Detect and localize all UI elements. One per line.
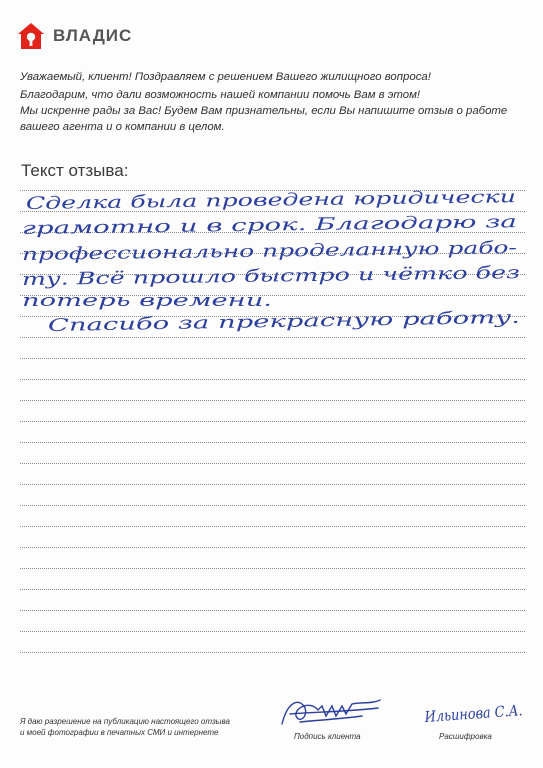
writing-line <box>20 505 525 506</box>
review-heading: Текст отзыва: <box>21 161 129 180</box>
consent-line: Я даю разрешение на публикацию настоящего отзыва <box>20 717 230 726</box>
thanks-line: Мы искренне рады за Вас! Будем Вам признательны, если Вы напишите отзыв о работе <box>20 105 508 117</box>
writing-line <box>20 652 525 653</box>
writing-lines <box>20 0 540 768</box>
writing-line <box>20 211 525 212</box>
writing-line <box>20 316 525 317</box>
writing-line <box>20 400 525 401</box>
writing-line <box>20 631 525 632</box>
writing-line <box>20 484 525 485</box>
writing-line <box>20 337 525 338</box>
writing-line <box>20 421 525 422</box>
writing-line <box>20 568 525 569</box>
writing-line <box>20 589 525 590</box>
publication-consent <box>20 716 250 738</box>
thanks-line: вашего агента и о компании в целом. <box>20 121 225 133</box>
writing-line <box>20 295 525 296</box>
handwritten-line: потерь времени. <box>22 291 272 311</box>
writing-line <box>20 442 525 443</box>
writing-line <box>20 253 525 254</box>
decoding-value: Ильинова С.А. <box>424 700 540 726</box>
brand-name: ВЛАДИС <box>53 26 133 45</box>
handwritten-line: грамотно и в срок. Благодарю за <box>21 214 327 239</box>
greeting-text: Уважаемый, клиент! Поздравляем с решением Вашего жилищного вопроса! <box>20 71 431 83</box>
writing-line <box>20 547 525 548</box>
thanks-line: Благодарим, что дали возможность нашей компании помочь Вам в этом! <box>20 89 421 101</box>
writing-line <box>20 274 525 275</box>
writing-line <box>20 232 525 233</box>
writing-line <box>20 463 525 464</box>
writing-line <box>20 526 525 527</box>
handwritten-line: профессионально проделанную рабо- <box>21 240 360 265</box>
decoding-label: Расшифровка <box>439 732 492 741</box>
handwritten-line: Спасибо за прекрасную работу. <box>47 310 341 336</box>
writing-line <box>20 190 525 191</box>
writing-line <box>20 358 525 359</box>
consent-line: и моей фотографии в печатных СМИ и интернете <box>20 728 219 737</box>
handwritten-line: Сделка была проведена юридически <box>25 189 357 214</box>
handwritten-line: ту. Всё прошло быстро и чётко без <box>21 265 356 290</box>
signature-label: Подпись клиента <box>294 732 361 741</box>
writing-line <box>20 610 525 611</box>
writing-line <box>20 379 525 380</box>
